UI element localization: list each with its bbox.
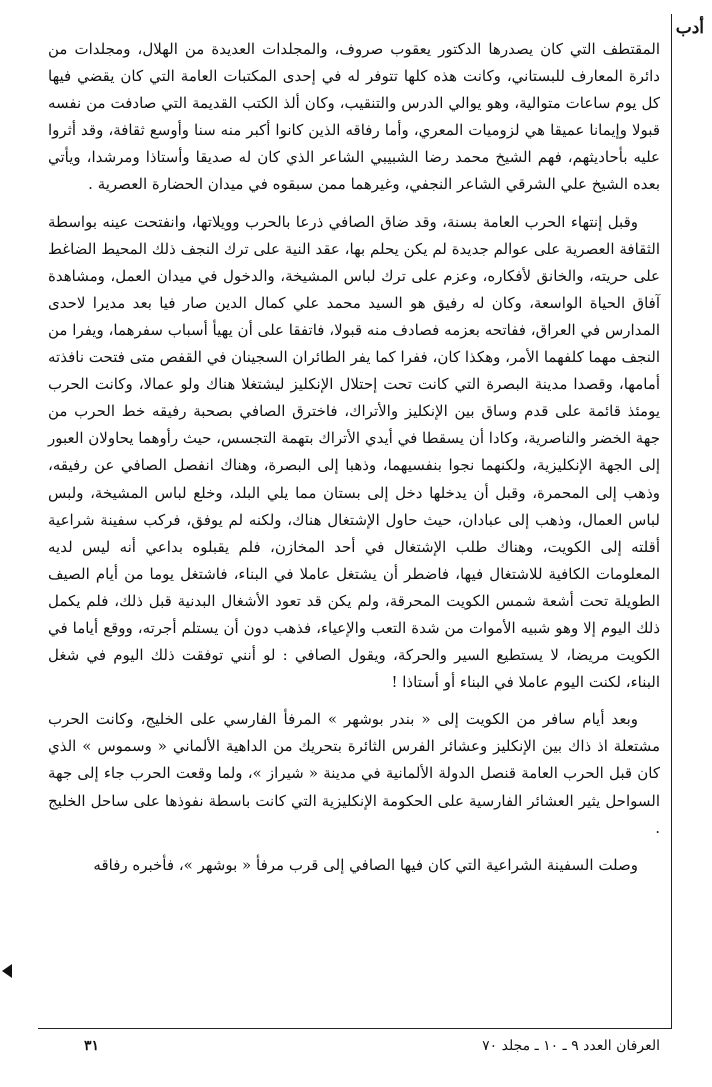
- journal-citation: العرفان العدد ٩ ـ ١٠ ـ مجلد ٧٠: [482, 1038, 660, 1054]
- page-number: ٣١: [84, 1038, 100, 1054]
- paragraph-2: وقبل إنتهاء الحرب العامة بسنة، وقد ضاق الصافي ذرعا بالحرب وويلاتها، وانفتحت عينه بواسطة الثقافة العصرية على عوالم جديدة لم يكن يحلم بها، عقد النية على ترك النجف ذلك المحيط الضاغط على حريته، والخانق لأفكاره، وعزم على ترك لباس المشيخة، والدخول في ميدان العمل، ومشاهدة آفاق الحياة الواسعة، وكان له رفيق هو السيد محمد علي كمال الدين صار فيا بعد مديرا لاحدى المدارس في العراق، ففاتحه بعزمه فصادف منه قبولا، فاتفقا على أن يهيأ أسباب سفرهما، ويفرا من النجف مهما كلفهما الأمر، وهكذا كان، ففرا كما يفر الطائران السجينان في القفص متى فتحت نافذته أمامها، وقصدا مدينة البصرة التي كانت تحت إحتلال الإنكليز ليشتغلا هناك ولو عمالا، وكانت الحرب يومئذ قائمة على قدم وساق بين الإنكليز والأتراك، فاخترق الصافي بصحبة رفيقه خط الحرب من جهة الخضر والناصرية، وكادا أن يسقطا في أيدي الأتراك بتهمة التجسس، حيث رأوهما يحاولان العبور إلى الجهة الإنكليزية، ولكنهما نجوا بنفسيهما، وذهبا إلى البصرة، وهناك انفصل الصافي عن رفيقه، وذهب إلى المحمرة، وقبل أن يدخلها دخل إلى بستان مما يلي البلد، وخلع لباس المشيخة، ولبس لباس العمال، وذهب إلى عبادان، حيث حاول الإشتغال هناك، ولكنه لم يوفق، فركب سفينة شراعية أقلته إلى الكويت، وهناك طلب الإشتغال في أحد المخازن، فلم يقبلوه بداعي أنه ليس لديه المعلومات الكافية للاشتغال فيها، فاضطر أن يشتغل عاملا في البناء، فاشتغل يوما من أيام الصيف الطويلة تحت أشعة شمس الكويت المحرقة، ولم يكن قد تعود الأشغال البدنية قبل ذلك، فلم يكمل ذلك اليوم إلا وهو شبيه الأموات من شدة التعب والإعياء، فذهب دون أن يستلم أجرته، ووقع أياما في الكويت مريضا، لا يستطيع السير والحركة، ويقول الصافي : لو أنني توفقت ذلك اليوم في شغل البناء، لكنت اليوم عاملا في البناء أو أستاذا !: [48, 212, 660, 692]
- paragraph-1: المقتطف التي كان يصدرها الدكتور يعقوب صروف، والمجلدات العديدة من الهلال، ومجلدات من دائرة المعارف للبستاني، وكانت هذه كلها تتوفر له في إحدى المكتبات العامة التي كان يقضي فيها كل يوم ساعات متوالية، وهو يوالي الدرس والتنقيب، وكان ألذ الكتب القديمة التي صادفت من نفسه قبولا وإيمانا عميقا هي لزوميات المعري، وأما رفاقه الذين كانوا أكبر منه سنا وأوسع ثقافة، وقد أثروا عليه بأحاديثهم، فهم الشيخ محمد رضا الشبيبي الشاعر الذي كان له صديقا وأستاذا ومرشدا، ويأتي بعده الشيخ علي الشرقي الشاعر النجفي، وغيرهما ممن سبقوه في ميدان الحضارة العصرية .: [48, 40, 660, 194]
- paragraph-4: وصلت السفينة الشراعية التي كان فيها الصافي إلى قرب مرفأ « بوشهر »، فأخبره رفاقه: [93, 855, 638, 874]
- continuation-arrow-icon: [2, 964, 12, 978]
- page-footer: [48, 1038, 660, 1062]
- paragraph-3: وبعد أيام سافر من الكويت إلى « بندر بوشهر » المرفأ الفارسي على الخليج، وكانت الحرب مشتعلة اذ ذاك بين الإنكليز وعشائر الفرس الثائرة بتحريك من الداهية الألماني « وسموس » الذي كان قبل الحرب العامة قنصل الدولة الألمانية في مدينة « شيراز »، ولما وقعت الحرب جاء إلى جهة السواحل يثير العشائر الفارسية على الحكومة الإنكليزية التي كانت باسطة نفوذها على ساحل الخليج .: [48, 710, 660, 837]
- article-body: [48, 36, 660, 889]
- section-label: أدب: [675, 18, 704, 38]
